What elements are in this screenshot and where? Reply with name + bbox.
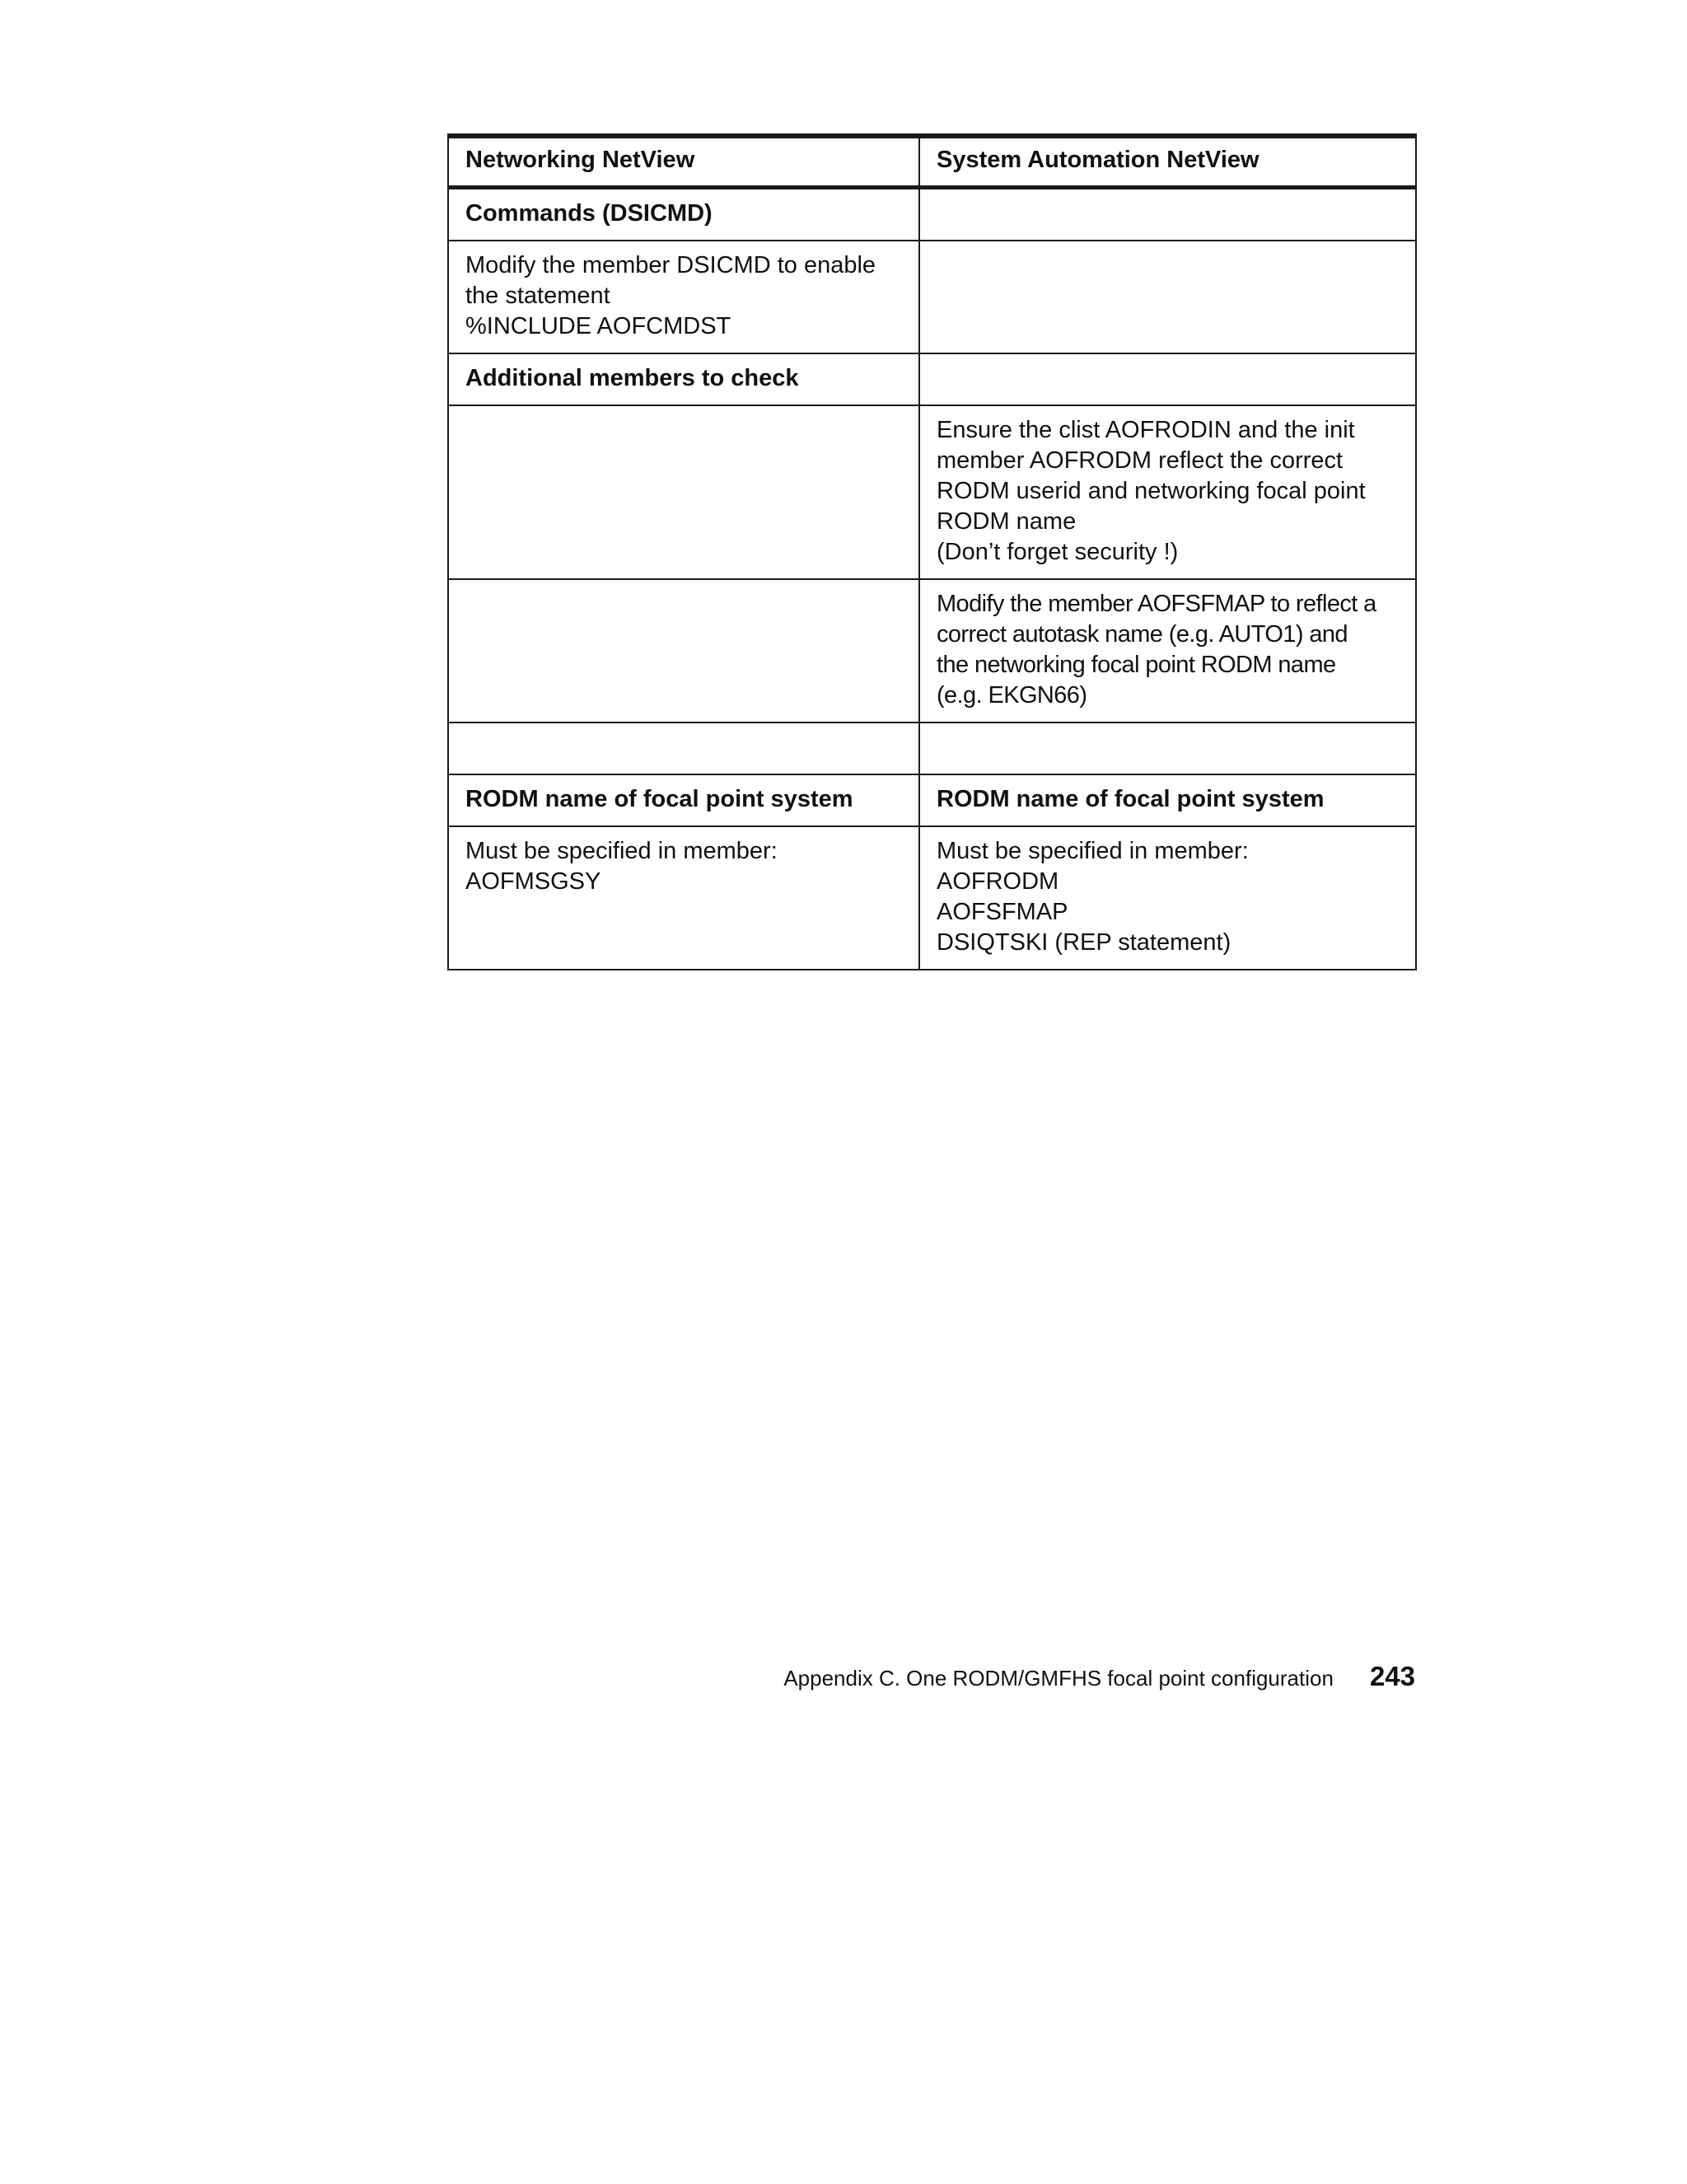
- table-cell-empty: [919, 188, 1416, 241]
- table-cell-empty: [919, 241, 1416, 353]
- table-cell-empty: [919, 353, 1416, 405]
- section-heading-additional-members: Additional members to check: [448, 353, 919, 405]
- table-row: [448, 405, 1416, 579]
- table-row: [448, 826, 1416, 970]
- table-row: [448, 723, 1416, 774]
- page-number: 243: [1369, 1661, 1415, 1691]
- table-cell: Modify the member AOFSFMAP to reflect a correct autotask name (e.g. AUTO1) and the networking focal point RODM name (e.g. EKGN66): [919, 579, 1416, 723]
- configuration-table: [447, 133, 1417, 970]
- section-heading-commands: Commands (DSICMD): [448, 188, 919, 241]
- table-cell: Ensure the clist AOFRODIN and the init member AOFRODM reflect the correct RODM userid and networking focal point RODM name (Don’t forget security !): [919, 405, 1416, 579]
- table-row: [448, 353, 1416, 405]
- table-cell-empty: [448, 723, 919, 774]
- header-system-automation-netview: System Automation NetView: [919, 136, 1416, 188]
- section-heading-rodm-name: RODM name of focal point system: [919, 774, 1416, 826]
- table-cell-empty: [448, 405, 919, 579]
- table-row: [448, 188, 1416, 241]
- table-cell: Must be specified in member: AOFMSGSY: [448, 826, 919, 970]
- footer-chapter-title: Appendix C. One RODM/GMFHS focal point configuration: [783, 1666, 1334, 1691]
- section-heading-rodm-name: RODM name of focal point system: [448, 774, 919, 826]
- table-cell-empty: [919, 723, 1416, 774]
- table-row: [448, 241, 1416, 353]
- table-header-row: [448, 136, 1416, 188]
- table-cell: Must be specified in member: AOFRODM AOFSFMAP DSIQTSKI (REP statement): [919, 826, 1416, 970]
- table-cell-empty: [448, 579, 919, 723]
- table-row: [448, 774, 1416, 826]
- page-footer: [783, 1661, 1415, 1692]
- header-networking-netview: Networking NetView: [448, 136, 919, 188]
- table-cell: Modify the member DSICMD to enable the statement %INCLUDE AOFCMDST: [448, 241, 919, 353]
- table-row: [448, 579, 1416, 723]
